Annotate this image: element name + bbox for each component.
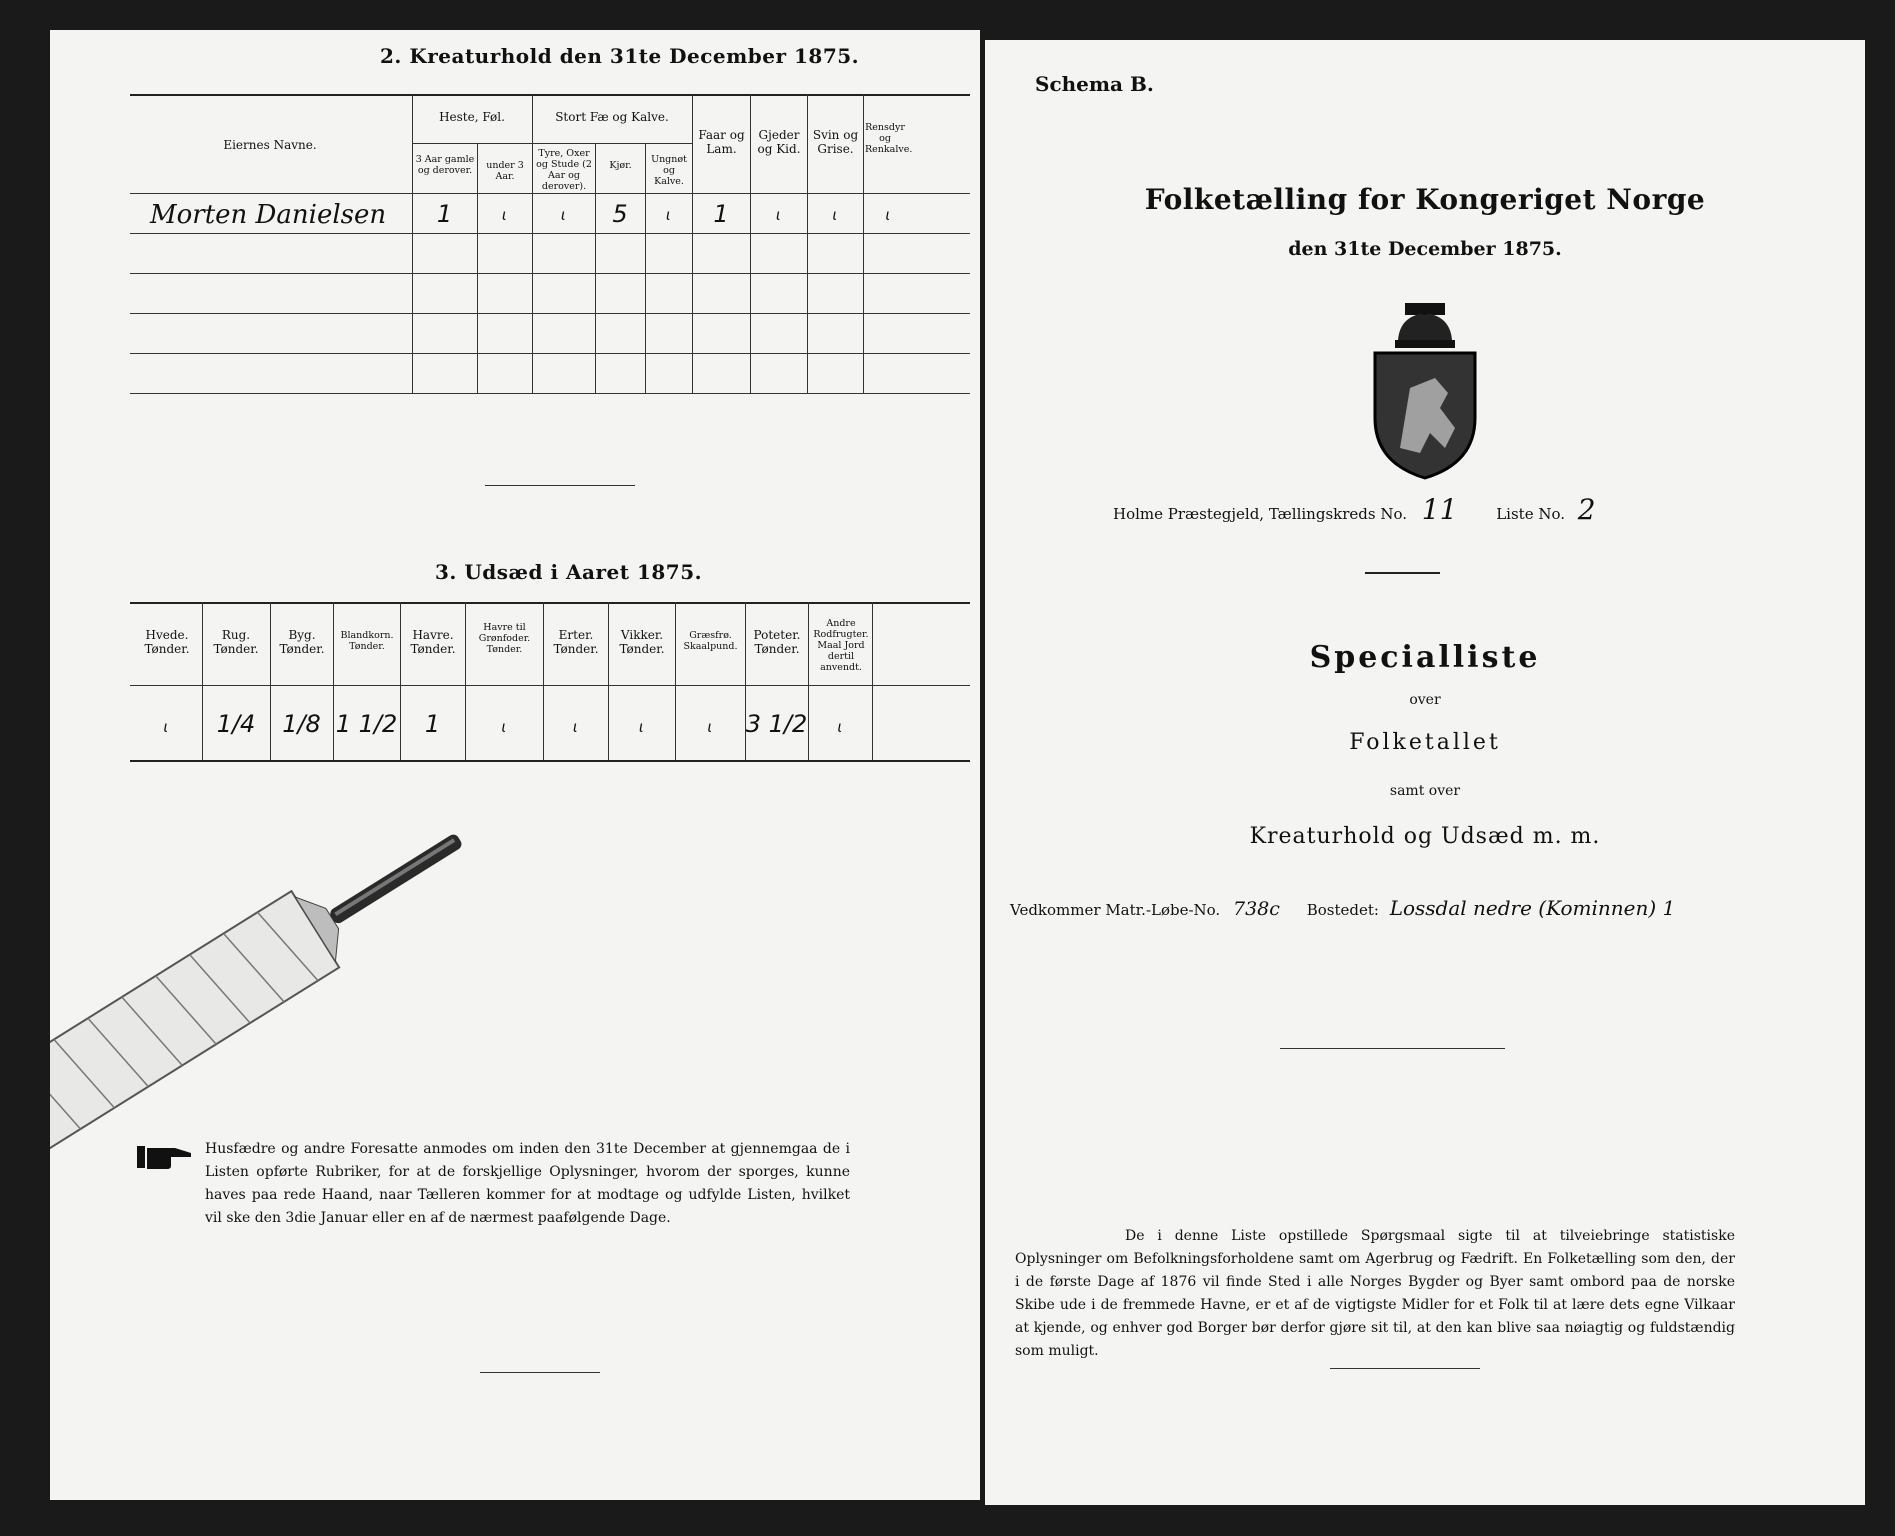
table-rule bbox=[130, 94, 970, 96]
bosted-value: Lossdal nedre (Kominnen) 1 bbox=[1389, 896, 1676, 920]
parish-line bbox=[1113, 493, 1596, 526]
crop-value: 1/8 bbox=[282, 710, 321, 738]
footer-text: De i denne Liste opstillede Spørgsmaal sigte til at tilveiebringe statistiske Oplysninger om Befolkningsforholdene samt om Agerbrug og Fædrift. En Folketælling som den, der i de første Dage af 1876 vil finde Sted i alle Norges Bygder og Byer samt ombord paa de norske Skibe ude i de fremmede Havne, er et af de vigtigste Midler for et Folk til at lære dets egne Vilkaar at kjende, og enhver god Borger bør derfor gjøre sit til, at den kan blive saa nøiagtig og fuldstændig som muligt. bbox=[1015, 1228, 1735, 1359]
col-divider bbox=[477, 143, 478, 393]
table-rule bbox=[130, 760, 970, 762]
livestock-value: ɩ bbox=[501, 206, 508, 224]
cattle-group-header: Stort Fæ og Kalve. bbox=[555, 110, 669, 124]
livestock-value: ɩ bbox=[775, 206, 782, 224]
col-divider bbox=[608, 602, 609, 760]
livestock-value: ɩ bbox=[832, 206, 838, 224]
col-divider bbox=[692, 94, 693, 393]
crop-value: 1 1/2 bbox=[335, 710, 398, 738]
section2-title: 2. Kreaturhold den 31te December 1875. bbox=[380, 44, 860, 68]
table-rule bbox=[130, 273, 970, 274]
table-rule bbox=[130, 602, 970, 604]
livestock-value: ɩ bbox=[560, 206, 567, 224]
schema-label: Schema B. bbox=[1035, 72, 1154, 96]
separator bbox=[485, 485, 635, 486]
col-divider bbox=[808, 602, 809, 760]
matr-label: Vedkommer Matr.-Løbe-No. bbox=[1010, 901, 1221, 919]
list-label: Liste No. bbox=[1496, 505, 1566, 523]
col-header: Andre Rodfrugter. Maal Jord dertil anvendt. bbox=[813, 618, 869, 673]
col-divider bbox=[543, 602, 544, 760]
table-rule bbox=[130, 193, 970, 194]
col-header: Græsfrø. Skaalpund. bbox=[683, 630, 738, 652]
main-title: Folketælling for Kongeriget Norge bbox=[1144, 183, 1706, 216]
col-divider bbox=[863, 94, 864, 393]
col-divider bbox=[807, 94, 808, 393]
col-header: Ungnøt og Kalve. bbox=[651, 154, 687, 187]
crop-value: 1/4 bbox=[216, 710, 256, 738]
separator bbox=[1280, 1048, 1505, 1049]
col-header: Poteter. Tønder. bbox=[753, 628, 801, 656]
over-text: over bbox=[1409, 692, 1441, 708]
col-header: Vikker. Tønder. bbox=[619, 628, 665, 656]
section3-title: 3. Udsæd i Aaret 1875. bbox=[435, 560, 703, 584]
col-divider bbox=[645, 143, 646, 393]
separator bbox=[480, 1372, 600, 1373]
crop-value: 3 1/2 bbox=[745, 710, 808, 738]
table-rule bbox=[130, 233, 970, 234]
list-number: 2 bbox=[1577, 493, 1596, 526]
table-rule bbox=[130, 353, 970, 354]
col-header: Faar og Lam. bbox=[698, 128, 745, 156]
district-number: 11 bbox=[1421, 493, 1458, 526]
horse-group-header: Heste, Føl. bbox=[439, 110, 505, 124]
livestock-value: ɩ bbox=[885, 206, 891, 224]
col-divider bbox=[675, 602, 676, 760]
district-label: Tællingskreds No. bbox=[1268, 505, 1408, 523]
livestock-value: ɩ bbox=[665, 206, 672, 224]
owner-name: Morten Danielsen bbox=[150, 200, 387, 230]
col-header: Rensdyr og Renkalve. bbox=[865, 122, 913, 155]
crop-value: ɩ bbox=[501, 718, 507, 736]
owner-header: Eiernes Navne. bbox=[223, 138, 317, 152]
specialliste-title: Specialliste bbox=[1309, 640, 1541, 675]
crop-value: 1 bbox=[424, 710, 441, 738]
separator bbox=[1365, 572, 1440, 574]
col-header: Kjør. bbox=[609, 160, 632, 171]
left-page bbox=[50, 30, 980, 1500]
col-header: Gjeder og Kid. bbox=[757, 128, 801, 156]
table-rule bbox=[412, 143, 692, 144]
table-rule bbox=[130, 685, 970, 686]
matr-number: 738c bbox=[1233, 898, 1280, 920]
col-header: Svin og Grise. bbox=[812, 128, 859, 156]
crop-value: ɩ bbox=[572, 718, 579, 736]
col-divider bbox=[465, 602, 466, 760]
col-divider bbox=[595, 143, 596, 393]
col-header: Erter. Tønder. bbox=[553, 628, 599, 656]
matr-line bbox=[1010, 896, 1675, 920]
folketallet-text: Folketallet bbox=[1349, 730, 1501, 755]
col-header: Blandkorn. Tønder. bbox=[340, 630, 394, 652]
col-header: Havre til Grønfoder. Tønder. bbox=[478, 622, 531, 655]
livestock-value: 5 bbox=[612, 200, 628, 228]
right-page bbox=[985, 40, 1865, 1505]
col-divider bbox=[750, 94, 751, 393]
notice-text: Husfædre og andre Foresatte anmodes om inden den 31te December at gjennemgaa de i Listen opførte Rubriker, for at de forskjellige Oplysninger, hvorom der sporges, kunne haves paa rede Haand, naar Tælleren kommer for at modtage og udfylde Listen, hvilket vil ske den 3die Januar eller en af de nærmest paafølgende Dage. bbox=[205, 1141, 850, 1226]
pen-image bbox=[50, 790, 490, 1210]
kreatur-text: Kreaturhold og Udsæd m. m. bbox=[1249, 824, 1601, 849]
col-header: Havre. Tønder. bbox=[410, 628, 456, 656]
col-header: Hvede. Tønder. bbox=[144, 628, 190, 656]
crop-value: ɩ bbox=[638, 718, 645, 736]
col-header: under 3 Aar. bbox=[486, 160, 524, 182]
col-header: Byg. Tønder. bbox=[279, 628, 325, 656]
parish-label: Præstegjeld, bbox=[1167, 505, 1265, 523]
col-header: Tyre, Oxer og Stude (2 Aar og derover). bbox=[536, 148, 592, 192]
table-rule bbox=[130, 313, 970, 314]
parish-name: Holme bbox=[1113, 505, 1164, 523]
crop-value: ɩ bbox=[707, 718, 713, 736]
livestock-value: 1 bbox=[436, 200, 453, 228]
col-header: 3 Aar gamle og derover. bbox=[415, 154, 475, 176]
livestock-value: 1 bbox=[713, 200, 729, 228]
coat-of-arms-icon bbox=[1360, 298, 1490, 483]
col-divider bbox=[872, 602, 873, 760]
samt-over-text: samt over bbox=[1389, 783, 1461, 799]
crop-value: ɩ bbox=[837, 718, 843, 736]
col-divider bbox=[532, 94, 533, 393]
col-header: Rug. Tønder. bbox=[213, 628, 259, 656]
bosted-label: Bostedet: bbox=[1306, 901, 1379, 919]
col-divider bbox=[412, 94, 413, 393]
separator bbox=[1330, 1368, 1480, 1369]
census-date: den 31te December 1875. bbox=[1288, 238, 1562, 260]
table-rule bbox=[130, 393, 970, 394]
crop-value: ɩ bbox=[163, 718, 169, 736]
